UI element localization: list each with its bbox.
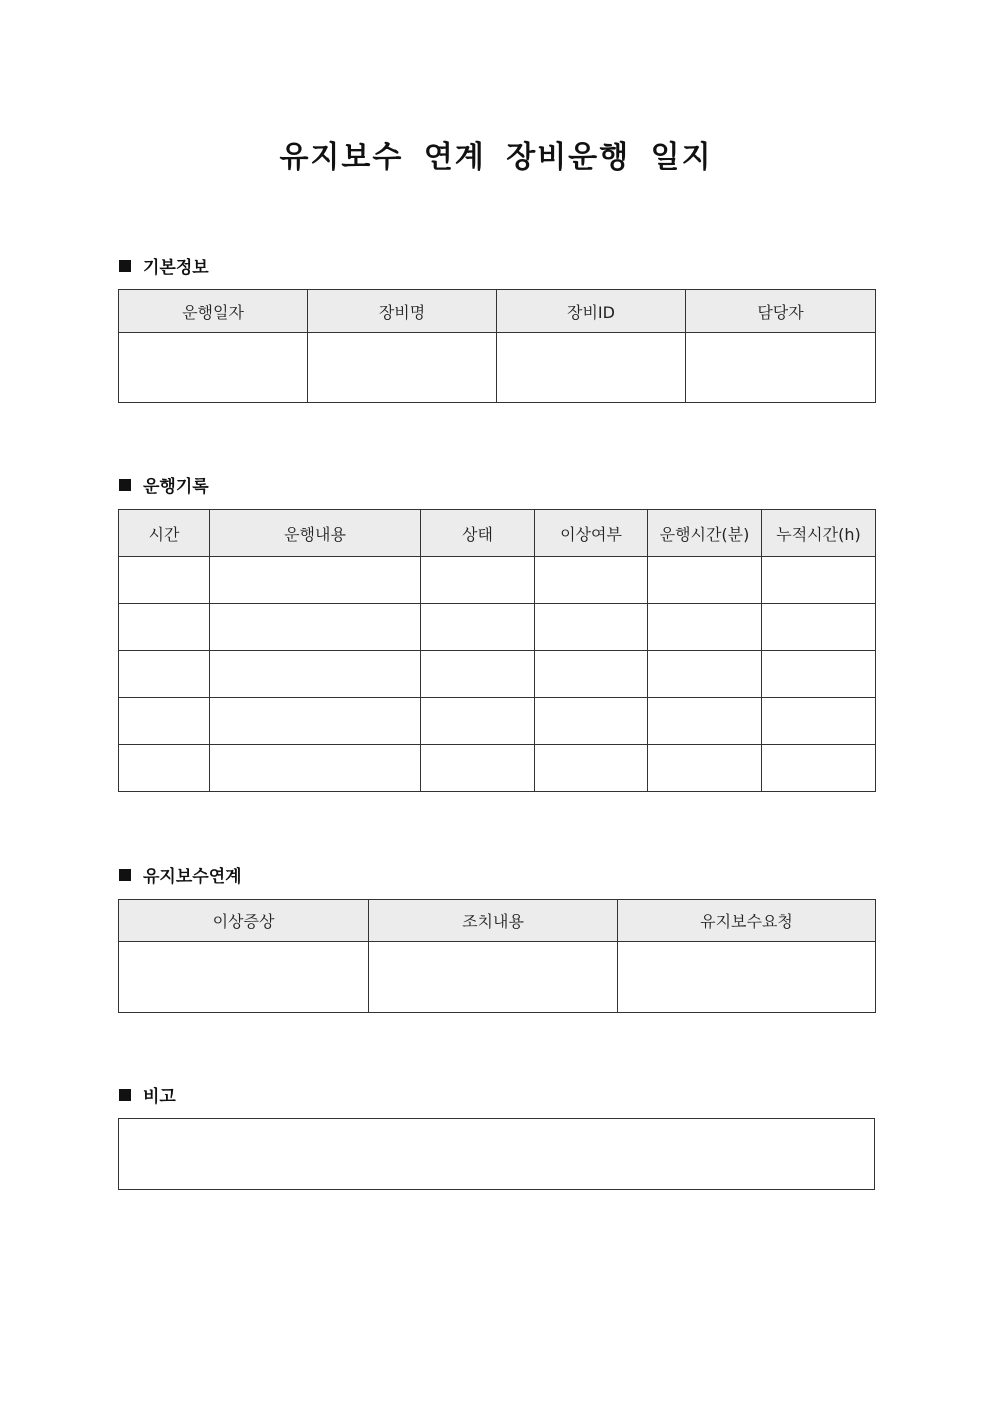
table-row	[119, 651, 876, 698]
header-cell-equipment-name: 장비명	[308, 290, 497, 333]
remarks-table	[118, 1118, 875, 1190]
input-cell-anomaly[interactable]	[535, 698, 648, 745]
section-heading-basic	[119, 253, 209, 278]
section-heading-log	[119, 472, 209, 497]
section-heading-maintenance	[119, 862, 242, 887]
input-cell-time[interactable]	[119, 698, 210, 745]
input-cell-status[interactable]	[421, 604, 535, 651]
input-cell-status[interactable]	[421, 651, 535, 698]
input-cell-time[interactable]	[119, 557, 210, 604]
input-cell-manager[interactable]	[686, 333, 876, 403]
table-row	[119, 333, 876, 403]
input-cell-remarks[interactable]	[119, 1119, 875, 1190]
table-row	[119, 604, 876, 651]
input-cell-cumulative-hours[interactable]	[762, 698, 876, 745]
input-cell-content[interactable]	[210, 604, 421, 651]
input-cell-run-minutes[interactable]	[648, 604, 762, 651]
header-cell-time: 시간	[119, 510, 210, 557]
input-cell-date[interactable]	[119, 333, 308, 403]
header-cell-cumulative-hours: 누적시간(h)	[762, 510, 876, 557]
square-bullet-icon	[119, 479, 131, 491]
input-cell-content[interactable]	[210, 698, 421, 745]
table-row	[119, 557, 876, 604]
input-cell-equipment-name[interactable]	[308, 333, 497, 403]
header-cell-manager: 담당자	[686, 290, 876, 333]
input-cell-anomaly[interactable]	[535, 604, 648, 651]
header-row	[119, 290, 876, 333]
header-row	[119, 510, 876, 557]
input-cell-content[interactable]	[210, 557, 421, 604]
input-cell-cumulative-hours[interactable]	[762, 604, 876, 651]
table-row	[119, 745, 876, 792]
section-heading-label: 운행기록	[143, 477, 209, 497]
table-row	[119, 1119, 875, 1190]
input-cell-status[interactable]	[421, 745, 535, 792]
input-cell-run-minutes[interactable]	[648, 557, 762, 604]
section-heading-remarks	[119, 1082, 176, 1107]
basic-info-table	[118, 289, 876, 403]
input-cell-anomaly[interactable]	[535, 745, 648, 792]
header-cell-anomaly: 이상여부	[535, 510, 648, 557]
input-cell-status[interactable]	[421, 698, 535, 745]
input-cell-status[interactable]	[421, 557, 535, 604]
input-cell-run-minutes[interactable]	[648, 698, 762, 745]
section-heading-label: 유지보수연계	[143, 867, 242, 887]
input-cell-cumulative-hours[interactable]	[762, 557, 876, 604]
header-cell-run-minutes: 운행시간(분)	[648, 510, 762, 557]
table-row	[119, 942, 876, 1013]
header-cell-request: 유지보수요청	[618, 900, 876, 942]
table-row	[119, 698, 876, 745]
input-cell-anomaly[interactable]	[535, 557, 648, 604]
input-cell-time[interactable]	[119, 745, 210, 792]
header-cell-date: 운행일자	[119, 290, 308, 333]
input-cell-anomaly[interactable]	[535, 651, 648, 698]
square-bullet-icon	[119, 869, 131, 881]
header-cell-symptom: 이상증상	[119, 900, 369, 942]
input-cell-run-minutes[interactable]	[648, 651, 762, 698]
square-bullet-icon	[119, 260, 131, 272]
input-cell-cumulative-hours[interactable]	[762, 745, 876, 792]
square-bullet-icon	[119, 1089, 131, 1101]
header-cell-equipment-id: 장비ID	[497, 290, 686, 333]
input-cell-cumulative-hours[interactable]	[762, 651, 876, 698]
header-cell-status: 상태	[421, 510, 535, 557]
header-cell-content: 운행내용	[210, 510, 421, 557]
section-heading-label: 기본정보	[143, 258, 209, 278]
input-cell-equipment-id[interactable]	[497, 333, 686, 403]
input-cell-content[interactable]	[210, 651, 421, 698]
input-cell-content[interactable]	[210, 745, 421, 792]
input-cell-request[interactable]	[618, 942, 876, 1013]
input-cell-time[interactable]	[119, 604, 210, 651]
input-cell-run-minutes[interactable]	[648, 745, 762, 792]
section-heading-label: 비고	[143, 1087, 176, 1107]
input-cell-time[interactable]	[119, 651, 210, 698]
header-cell-action: 조치내용	[369, 900, 618, 942]
maintenance-table	[118, 899, 876, 1013]
header-row	[119, 900, 876, 942]
page-title: 유지보수 연계 장비운행 일지	[279, 140, 713, 175]
input-cell-action[interactable]	[369, 942, 618, 1013]
operation-log-table	[118, 509, 876, 792]
input-cell-symptom[interactable]	[119, 942, 369, 1013]
